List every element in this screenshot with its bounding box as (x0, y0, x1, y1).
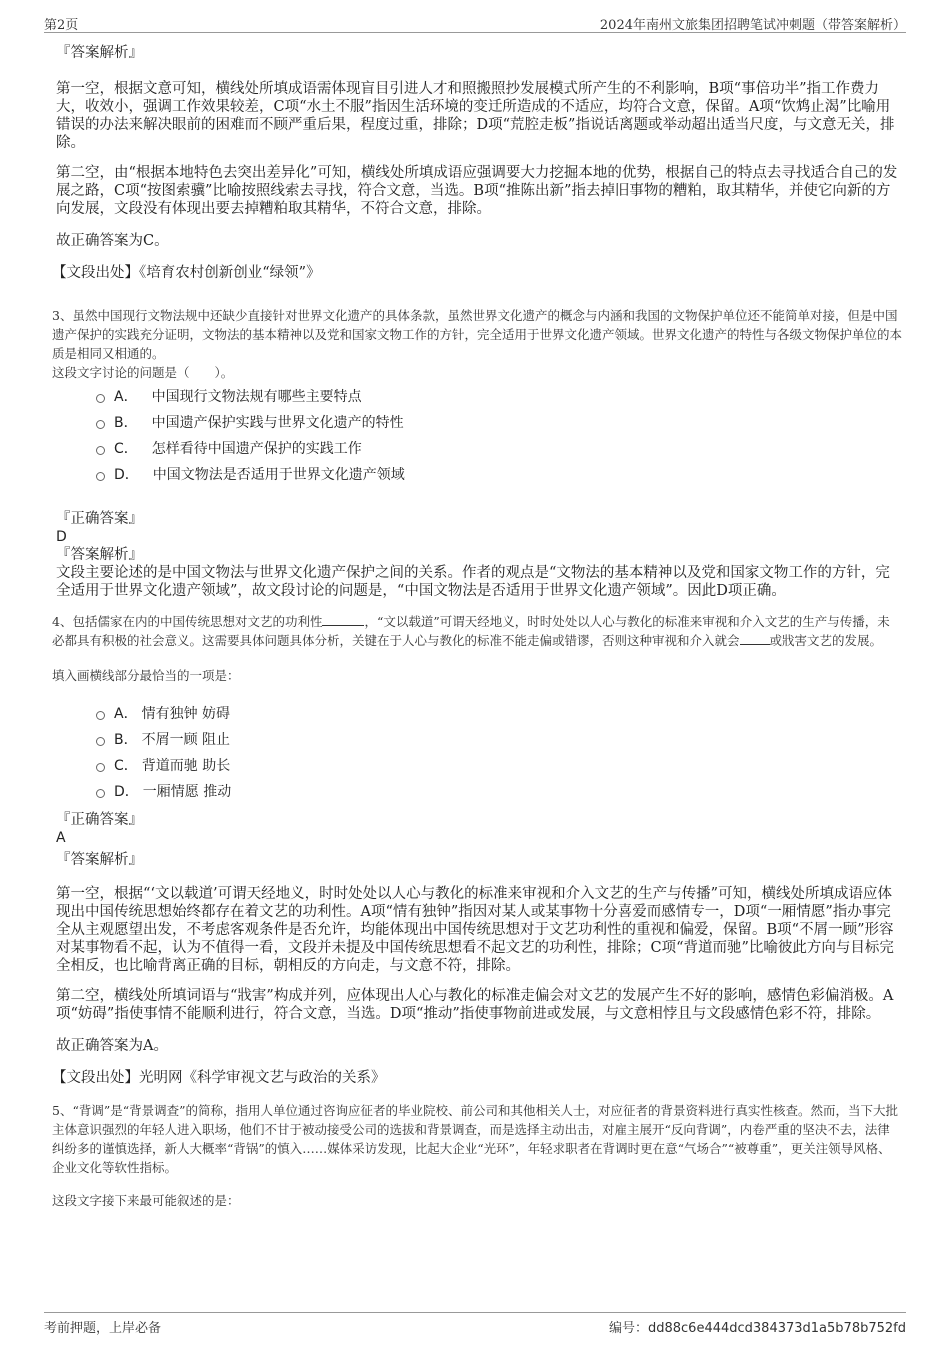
page-number: 第2页 (44, 18, 79, 33)
q4-option-b[interactable]: B． 不屑一顾 阻止 (96, 727, 902, 753)
q3-option-d[interactable]: D． 中国文物法是否适用于世界文化遗产领域 (96, 462, 902, 488)
q4-analysis-para2: 第二空，横线处所填词语与“戕害”构成并列，应体现出人心与教化的标准走偏会对文艺的发展产生不好的影响，感情色彩偏消极。A项“妨碍”指使事情不能顺利进行，符合文意，当选。D项“推动”指使事物前进或发展，与文意相悖且与文段感情色彩不符，排除。 (56, 988, 894, 1022)
q3-prompt: 这段文字讨论的问题是（ ）。 (52, 365, 234, 380)
footer-slogan: 考前押题，上岸必备 (44, 1321, 162, 1336)
blank-line (740, 632, 770, 645)
q3-stem: 3、虽然中国现行文物法规中还缺少直接针对世界文化遗产的具体条款，虽然世界文化遗产的概念与内涵和我国的文物保护单位还不能简单对接，但是中国遗产保护的实践充分证明，文物法的基本精神以及党和国家文物工作的方针，完全适用于世界文化遗产领域。世界文化遗产的特性与各级文物保护单位的本质是相同又相通的。 (52, 308, 903, 361)
q4-conclusion: 故正确答案为A。 (56, 1038, 168, 1054)
q3-option-b[interactable]: B． 中国遗产保护实践与世界文化遗产的特性 (96, 410, 902, 436)
q2-analysis-label: 『答案解析』 (56, 45, 143, 61)
q4-option-d[interactable]: D． 一厢情愿 推动 (96, 779, 902, 805)
q3-option-c[interactable]: C． 怎样看待中国遗产保护的实践工作 (96, 436, 902, 462)
q4-stem: 4、包括儒家在内的中国传统思想对文艺的功利性 ，“文以载道”可谓天经地义，时时处处以人心与教化的标准来审视和介入文艺的生产与传播，未必都具有积极的社会意义。这需要具体问题具体分析，关键在于人心与教化的标准不能走偏或错谬，否则这种审视和介入就会 或戕害文艺的发展。 (52, 614, 890, 648)
radio-icon[interactable] (96, 420, 105, 429)
page-footer (44, 1312, 906, 1335)
q4-prompt: 填入画横线部分最恰当的一项是： (52, 668, 240, 683)
q2-conclusion: 故正确答案为C。 (56, 233, 169, 249)
q3-analysis: 文段主要论述的是中国文物法与世界文化遗产保护之间的关系。作者的观点是“文物法的基本精神以及党和国家文物工作的方针，完全适用于世界文化遗产领域”，故文段讨论的问题是，“中国文物法是否适用于世界文化遗产领域”。因此D项正确。 (56, 565, 890, 599)
radio-icon[interactable] (96, 446, 105, 455)
q2-analysis-para1: 第一空，根据文意可知，横线处所填成语需体现盲目引进人才和照搬照抄发展模式所产生的不利影响，B项“事倍功半”指工作费力大，收效小，强调工作效果较差，C项“水土不服”指因生活环境的变迁所造成的不适应，均符合文意，保留。A项“饮鸩止渴”比喻用错误的办法来解决眼前的困难而不顾严重后果，程度过重，排除；D项“荒腔走板”指说话离题或举动超出适当尺度，与文意无关，排除。 (56, 81, 895, 151)
q4-option-c[interactable]: C． 背道而驰 助长 (96, 753, 902, 779)
q4-options (56, 701, 902, 805)
q5-prompt: 这段文字接下来最可能叙述的是： (52, 1193, 240, 1208)
radio-icon[interactable] (96, 711, 105, 720)
q4-option-a[interactable]: A． 情有独钟 妨碍 (96, 701, 902, 727)
q4-source: 【文段出处】光明网《科学审视文艺与政治的关系》 (52, 1070, 386, 1086)
q5-stem: 5、“背调”是“背景调查”的简称，指用人单位通过咨询应征者的毕业院校、前公司和其他相关人士，对应征者的背景资料进行真实性核查。然而，当下大批主体意识强烈的年轻人进入职场，他们不甘于被动接受公司的选拔和背景调查，而是选择主动出击，对雇主展开“反向背调”，内卷严重的坚决不去，法律纠纷多的谨慎选择，新人大概率“背锅”的慎入……媒体采访发现，比起大企业“光环”，年轻求职者在背调时更在意“气场合”“被尊重”，更关注领导风格、企业文化等软性指标。 (52, 1103, 899, 1175)
radio-icon[interactable] (96, 737, 105, 746)
document-code: 编号：dd88c6e444dcd384373d1a5b78b752fd (608, 1321, 906, 1336)
q3-correct-answer: D (56, 529, 67, 545)
radio-icon[interactable] (96, 394, 105, 403)
radio-icon[interactable] (96, 472, 105, 481)
q4-correct-label: 『正确答案』 (56, 812, 143, 828)
q2-source: 【文段出处】《培育农村创新创业“绿领”》 (52, 265, 321, 281)
document-title: 2024年南州文旅集团招聘笔试冲刺题（带答案解析） (599, 18, 906, 33)
q2-analysis-para2: 第二空，由“根据本地特色去突出差异化”可知，横线处所填成语应强调要大力挖掘本地的优势，根据自己的特点去寻找适合自己的发展之路，C项“按图索骥”比喻按照线索去寻找，符合文意，当选。B项“推陈出新”指去掉旧事物的糟粕，取其精华，并使它向新的方向发展，文段没有体现出要去掉糟粕取其精华，不符合文意，排除。 (56, 165, 898, 217)
page-content (52, 44, 903, 1210)
radio-icon[interactable] (96, 789, 105, 798)
radio-icon[interactable] (96, 763, 105, 772)
q3-options (56, 384, 902, 488)
q3-option-a[interactable]: A． 中国现行文物法规有哪些主要特点 (96, 384, 902, 410)
page-header (44, 10, 906, 33)
q4-analysis-label: 『答案解析』 (56, 852, 143, 868)
blank-line (322, 613, 364, 626)
q3-correct-label: 『正确答案』 (56, 511, 143, 527)
q4-analysis-para1: 第一空，根据“‘文以载道’可谓天经地义，时时处处以人心与教化的标准来审视和介入文艺的生产与传播”可知，横线处所填成语应体现出中国传统思想始终都存在着文艺的功利性。A项“情有独钟”指因对某人或某事物十分喜爱而感情专一，D项“一厢情愿”指办事完全从主观愿望出发，不考虑客观条件是否允许，均能体现出中国传统思想对于文艺功利性的重视和偏爱，保留。B项“不屑一顾”形容对某事物看不起，认为不值得一看，文段并未提及中国传统思想看不起文艺的功利性，排除；C项“背道而驰”比喻彼此方向与目标完全相反，也比喻背离正确的目标，朝相反的方向走，与文意不符，排除。 (56, 886, 894, 974)
q3-analysis-label: 『答案解析』 (56, 547, 143, 563)
q4-correct-answer: A (56, 830, 66, 846)
